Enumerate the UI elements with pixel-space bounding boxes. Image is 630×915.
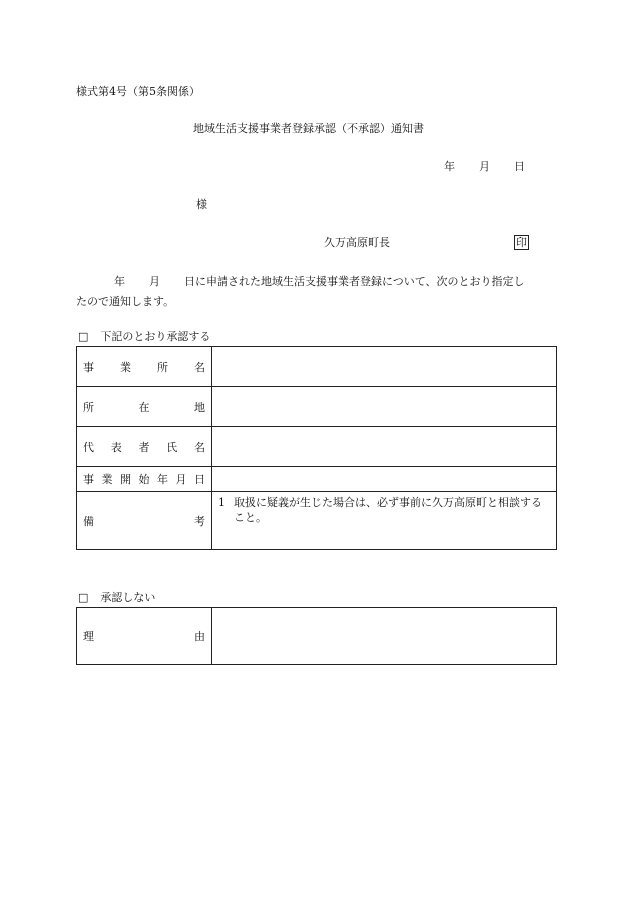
approve-option [78,331,210,342]
row-label [77,608,212,665]
reject-checkbox[interactable]: □ [78,591,89,604]
row-label [77,347,212,387]
label-char: 所 [157,360,168,374]
row-label [77,467,212,492]
business-name-value[interactable] [212,347,557,387]
label-char: 業 [120,360,131,374]
table-row [77,608,557,665]
label-char: 備 [83,514,94,528]
date-line [444,161,525,172]
label-char: 事 [83,360,94,374]
date-year: 年 [444,160,455,173]
label-char: 始 [138,473,150,486]
table-row [77,492,557,550]
label-char: 理 [83,630,94,643]
date-day: 日 [514,160,525,173]
label-char: 開 [120,473,131,486]
approve-label: 下記のとおり承認する [100,330,211,343]
body-line1: 日に申請された地域生活支援事業者登録について、次のとおり指定し [184,275,525,288]
label-char: 名 [194,360,205,374]
remarks-number: 1 [218,496,225,509]
label-char: 日 [194,473,205,486]
label-char: 事 [83,473,94,486]
row-label [77,427,212,467]
label-char: 代 [83,440,94,454]
body-year: 年 [114,275,125,288]
seal-mark: 印 [516,236,527,249]
issuer: 久万高原町長 [324,236,390,249]
table-row [77,347,557,387]
label-char: 氏 [166,440,178,454]
addressee: 様 [196,198,207,211]
label-char: 地 [194,400,205,414]
label-char: 所 [83,400,94,414]
label-char: 表 [110,440,122,454]
body-month: 月 [149,275,160,288]
label-char: 名 [194,440,205,454]
table-row [77,427,557,467]
label-char: 年 [157,473,168,486]
label-char: 在 [138,400,150,414]
label-char: 者 [138,440,150,454]
form-number: 様式第4号（第5条関係） [76,85,200,98]
row-label [77,387,212,427]
row-label [77,492,212,550]
label-char: 月 [175,473,187,486]
date-month: 月 [479,160,490,173]
address-value[interactable] [212,387,557,427]
reject-label: 承認しない [100,591,156,604]
table-row [77,467,557,492]
document-title: 地域生活支援事業者登録承認（不承認）通知書 [193,122,424,135]
body-line2: たので通知します。 [76,295,175,308]
remarks-value [212,492,557,550]
label-char: 業 [101,473,113,486]
reason-value[interactable] [212,608,557,665]
approve-checkbox[interactable]: □ [78,330,89,343]
approval-table [76,346,557,550]
label-char: 由 [194,630,205,643]
body-paragraph [76,272,556,312]
start-date-value[interactable] [212,467,557,492]
label-char: 考 [194,514,205,528]
rejection-table [76,607,557,665]
table-row [77,387,557,427]
representative-value[interactable] [212,427,557,467]
reject-option [78,592,155,603]
remarks-text: 取扱に疑義が生じた場合は、必ず事前に久万高原町と相談すること。 [234,496,542,524]
